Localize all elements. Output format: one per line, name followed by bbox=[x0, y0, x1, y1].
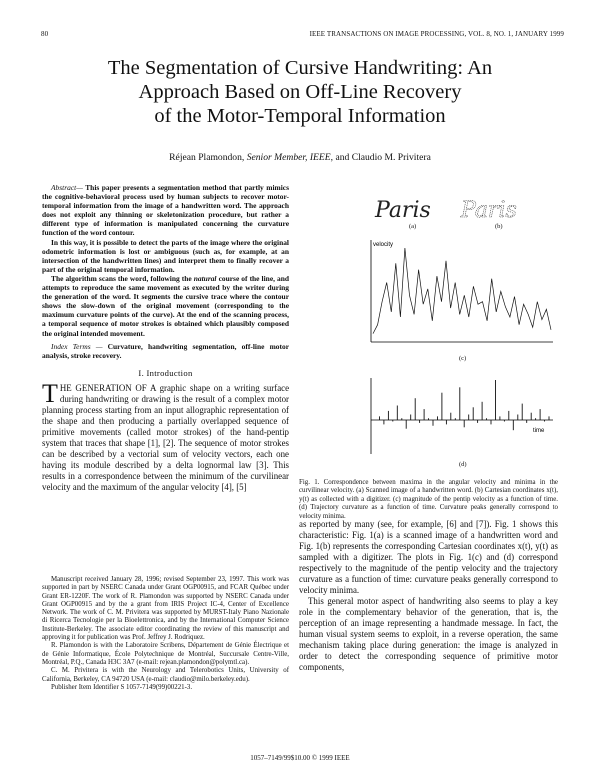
label-b: (b) bbox=[495, 223, 503, 230]
author-line bbox=[40, 152, 560, 163]
journal-name: IEEE TRANSACTIONS ON IMAGE PROCESSING, VOL. 8, NO. 1, JANUARY 1999 bbox=[309, 30, 564, 38]
author-1: Réjean Plamondon, bbox=[169, 152, 245, 163]
footnotes bbox=[42, 576, 289, 692]
footnote-3: C. M. Privitera is with the Neurology and Telerobotics Units, University of California, Berkeley, CA 94720 USA (e-mail: claudio@milo.berkeley.edu). bbox=[42, 667, 289, 683]
paper-title bbox=[40, 56, 560, 128]
intro-text: THE GENERATION OF A graphic shape on a writing surface during handwriting or drawing is the result of a complex motor planning process starting from an input allographic representation of the shape and then producing a partially overlapped sequence of primitive movements (called motor strokes) of the hand-pentip system that traces that shape [1], [2]. The sequence of motor strokes can be described by a vectorial sum of velocity vectors, each one having its module described by a delta lognormal law [3]. This results in a correspondence between the minimum of the curvilinear velocity and the maximum of the angular velocity [4], [5] bbox=[42, 378, 290, 492]
figure-1 bbox=[299, 183, 558, 475]
section-heading: I. Introduction bbox=[138, 367, 193, 378]
right-body-text bbox=[299, 519, 558, 673]
copyright-line: 1057–7149/99$10.00 © 1999 IEEE bbox=[250, 754, 350, 762]
abstract bbox=[42, 183, 289, 360]
footnote-1: Manuscript received January 28, 1996; revised September 23, 1997. This work was supported in part by NSERC Canada under Grant OGP00915, and FCAR Québec under Grant ER-1220F. The work of R. Plamondon was supported by NSERC Canada under Grant OGP00915 and by the a grant from IRIS Project IC-4, Center of Excellence Network. The work of C. M. Privitera was supported by MURST-Italy Piano Nazionale di Ricerca Tecnologie per la Bioelettronica, and by the International Computer Science Institute-Berkeley. The associate editor coordinating the review of this manuscript and approving it for publication was Prof. Jeffrey J. Rodriquez. bbox=[42, 576, 289, 642]
index-terms: Index Terms — Curvature, handwriting segmentation, off-line motor analysis, stroke recovery. bbox=[42, 341, 289, 360]
left-column bbox=[42, 183, 289, 493]
footnote-2: R. Plamondon is with the Laboratoire Scribens, Département de Génie Électrique et de Génie Informatique, École Polytechnique de Montréal, Succursale Centre-Ville, Montréal, P.Q., Canada H3C 3A7 (e-mail: rejean.plamondon@polymtl.ca). bbox=[42, 642, 289, 666]
title-line-1: The Segmentation of Cursive Handwriting: An bbox=[107, 57, 493, 79]
drop-cap: T bbox=[42, 378, 58, 408]
author-2: and Claudio M. Privitera bbox=[335, 152, 431, 163]
title-line-3: of the Motor-Temporal Information bbox=[154, 105, 446, 127]
abstract-p3: The algorithm scans the word, following the natural course of the line, and attempts to reproduce the same movement as executed by the writer during the generation of the word. It segments the cursive trace where the contour shows the slow-down of the original movement (corresponding to the maximum curvature points of the curve). At the end of the scanning process, a temporal sequence of motor strokes is obtained which plausibly composed the original intended movement. bbox=[42, 273, 290, 338]
velocity-series-line bbox=[373, 248, 551, 334]
author-1-role: Senior Member, IEEE, bbox=[246, 152, 334, 163]
curvature-bars bbox=[375, 380, 549, 430]
footnote-4: Publisher Item Identifier S 1057-7149(99)00221-3. bbox=[51, 683, 193, 691]
time-axis-label: time bbox=[533, 428, 545, 434]
curvature-chart bbox=[367, 376, 557, 456]
velocity-chart bbox=[367, 238, 557, 350]
page-number: 80 bbox=[41, 30, 49, 38]
abstract-p1: Abstract— This paper presents a segmentation method that partly mimics the cognitive-behavioral process used by human subjects to recover motor-temporal information from the image of a handwritten word. The approach does not exploit any thinning or skeletonization procedure, but rather a different type of information is manipulated concerning the curvature function of the word contour. bbox=[42, 183, 289, 238]
handwritten-word-image bbox=[373, 193, 457, 225]
abstract-p2: In this way, it is possible to detect the parts of the image where the original odometric information is lost or ambiguous (such as, for example, at an intersection of the handwritten lines) and interpret them to finally recover a part of the original temporal information. bbox=[42, 237, 289, 274]
digitized-word-image bbox=[459, 193, 543, 225]
abstract-label: Abstract— bbox=[51, 183, 83, 192]
right-body-p2: This general motor aspect of handwriting also seems to play a key role in the complementary behavior of the generation, that is, the perception of an image representing a handmade message. In fact, the human visual system seems to exploit, in a reverse operation, the same mechanism taking place during generation: the image is analyzed in order to detect the corresponding sequence of primitive motor components, bbox=[299, 596, 558, 672]
figure-caption: Fig. 1. Correspondence between maxima in the angular velocity and minima in the curvilinear velocity. (a) Scanned image of a handwritten word. (b) Cartesian coordinates x(t), y(t) as collected with a digitizer. (c) magnitude of the pentip velocity as a function of time. (d) Trajectory curvature as a function of time. Curvature peaks generally correspond to velocity minima. bbox=[299, 479, 558, 520]
right-body-p1: as reported by many (see, for example, [6] and [7]). Fig. 1 shows this characteristic: Fig. 1(a) is a scanned image of a handwritten word and Fig. 1(b) represents the corresponding Cartesian coordinates x(t), y(t) as sampled with a digitizer. The plots in Fig. 1(c) and (d) correspond respectively to the magnitude of the pentip velocity and the trajectory curvature as a function of time: curvature peaks generally correspond to velocity minima. bbox=[299, 519, 558, 595]
label-a: (a) bbox=[409, 223, 417, 230]
handwritten-word-a: Paris bbox=[375, 198, 431, 223]
handwritten-word-b: Paris bbox=[461, 198, 517, 223]
right-column bbox=[299, 183, 558, 521]
title-line-2: Approach Based on Off-Line Recovery bbox=[138, 81, 462, 103]
velocity-axis-label: velocity bbox=[373, 242, 394, 248]
label-d: (d) bbox=[459, 461, 467, 468]
label-c: (c) bbox=[459, 355, 467, 362]
